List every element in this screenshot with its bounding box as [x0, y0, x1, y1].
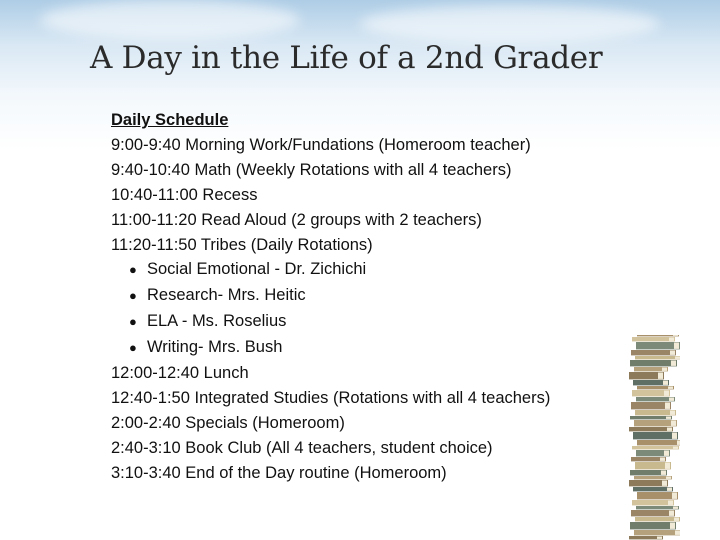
schedule-text: 3:10-3:40 End of the Day routine (Homeroom) — [111, 463, 447, 482]
bullet-dot-icon: ● — [129, 314, 137, 330]
book — [636, 506, 679, 509]
book-pages — [663, 381, 668, 385]
schedule-item — [111, 183, 631, 208]
book — [635, 356, 680, 359]
slide-title: A Day in the Life of a 2nd Grader — [90, 40, 603, 76]
book-pages — [668, 501, 673, 505]
schedule-text: 11:00-11:20 Read Aloud (2 groups with 2 teachers) — [111, 210, 482, 229]
cloud — [40, 0, 300, 40]
schedule-item — [111, 411, 631, 436]
book-pages — [673, 335, 678, 336]
schedule-text: 12:40-1:50 Integrated Studies (Rotations with all 4 teachers) — [111, 388, 551, 407]
book-pages — [675, 357, 680, 359]
schedule-heading: Daily Schedule — [111, 111, 229, 129]
book-pages — [664, 391, 669, 396]
book-pages — [674, 343, 679, 349]
schedule-subitem — [111, 309, 631, 335]
book — [631, 350, 676, 355]
book — [634, 420, 677, 426]
book-pages — [662, 368, 667, 371]
book-pages — [668, 387, 673, 389]
book-pages — [675, 531, 680, 535]
book-pages — [672, 433, 677, 439]
book — [632, 337, 675, 341]
book — [630, 360, 677, 366]
book — [635, 410, 676, 415]
book — [637, 440, 680, 445]
book-pages — [665, 403, 670, 409]
book — [630, 522, 676, 529]
book-pages — [664, 451, 669, 456]
schedule-text: 2:40-3:10 Book Club (All 4 teachers, student choice) — [111, 438, 493, 457]
schedule-body — [111, 108, 631, 486]
book-pages — [666, 417, 671, 419]
book — [632, 446, 679, 449]
book-pages — [660, 458, 665, 461]
book-pages — [661, 471, 666, 475]
schedule-text: 2:00-2:40 Specials (Homeroom) — [111, 413, 345, 432]
book-pages — [670, 523, 675, 529]
schedule-subitem — [111, 283, 631, 309]
book-pages — [662, 481, 667, 486]
schedule-text: Research- Mrs. Heitic — [147, 286, 306, 305]
book — [637, 335, 679, 336]
schedule-text: 11:20-11:50 Tribes (Daily Rotations) — [111, 235, 373, 254]
schedule-item — [111, 386, 631, 411]
cloud — [360, 5, 660, 43]
book-pages — [673, 507, 678, 509]
book — [634, 530, 680, 535]
schedule-text: ELA - Ms. Roselius — [147, 312, 287, 331]
schedule-item — [111, 436, 631, 461]
book — [632, 500, 674, 505]
schedule-item — [111, 208, 631, 233]
book — [633, 432, 678, 439]
book — [636, 342, 680, 349]
book — [629, 427, 673, 431]
bullet-dot-icon: ● — [129, 262, 137, 278]
book-pages — [677, 441, 680, 445]
book — [631, 510, 675, 516]
book — [630, 416, 672, 419]
schedule-item — [111, 361, 631, 386]
book-pages — [670, 411, 675, 415]
schedule-subitem — [111, 257, 631, 283]
book-pages — [669, 338, 674, 341]
schedule-text: 9:00-9:40 Morning Work/Fundations (Homeroom teacher) — [111, 135, 531, 154]
book-pages — [671, 361, 676, 366]
schedule-item — [111, 461, 631, 486]
schedule-text: 10:40-11:00 Recess — [111, 185, 258, 204]
schedule-subitem — [111, 335, 631, 361]
schedule-item — [111, 158, 631, 183]
book-pages — [657, 537, 662, 539]
book-pages — [669, 398, 674, 401]
book-pages — [671, 421, 676, 426]
book — [637, 492, 678, 499]
schedule-list — [111, 133, 631, 486]
schedule-text: 12:00-12:40 Lunch — [111, 364, 249, 383]
book-pages — [666, 477, 671, 479]
book-pages — [672, 493, 677, 499]
schedule-text: Writing- Mrs. Bush — [147, 338, 283, 357]
book — [635, 517, 680, 521]
schedule-item — [111, 133, 631, 158]
book-pages — [674, 518, 679, 521]
schedule-text: 9:40-10:40 Math (Weekly Rotations with all 4 teachers) — [111, 160, 512, 179]
book-pages — [658, 373, 663, 379]
book-pages — [669, 511, 674, 516]
book-pages — [665, 463, 670, 469]
book-stack-image — [620, 335, 680, 540]
bullet-dot-icon: ● — [129, 288, 137, 304]
book-pages — [667, 488, 672, 491]
schedule-text: Social Emotional - Dr. Zichichi — [147, 260, 367, 279]
book-pages — [667, 428, 672, 431]
book-pages — [670, 351, 675, 355]
book-pages — [673, 447, 678, 449]
schedule-item — [111, 233, 631, 258]
bullet-dot-icon: ● — [129, 340, 137, 356]
